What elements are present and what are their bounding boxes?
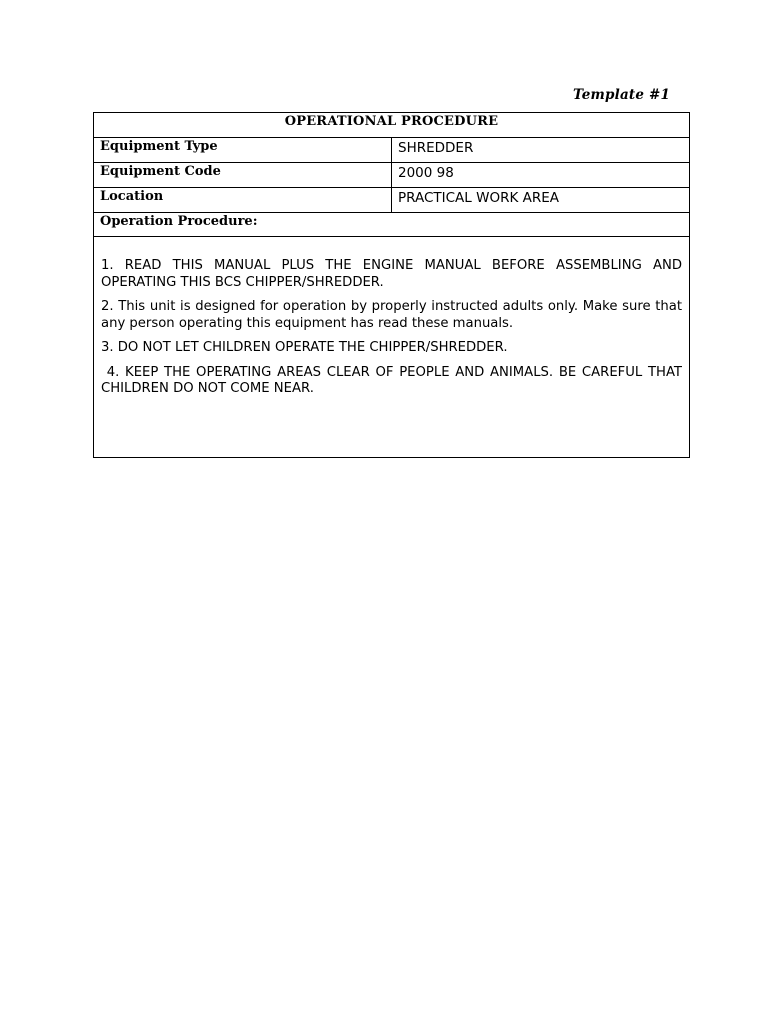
procedure-step-4: 4. KEEP THE OPERATING AREAS CLEAR OF PEOPLE AND ANIMALS. BE CAREFUL THAT CHILDREN DO NOT COME NEAR. bbox=[101, 364, 687, 396]
location-value: PRACTICAL WORK AREA bbox=[392, 188, 690, 213]
title-row bbox=[94, 113, 690, 138]
procedure-heading-row bbox=[94, 213, 690, 237]
procedure-steps bbox=[94, 237, 690, 458]
procedure-heading: Operation Procedure: bbox=[94, 213, 690, 237]
template-label: Template #1 bbox=[573, 87, 671, 103]
equipment-code-value: 2000 98 bbox=[392, 163, 690, 188]
equipment-code-label: Equipment Code bbox=[94, 163, 392, 188]
operational-procedure-table bbox=[93, 112, 690, 458]
form-title: OPERATIONAL PROCEDURE bbox=[94, 113, 690, 138]
location-row bbox=[94, 188, 690, 213]
equipment-type-value: SHREDDER bbox=[392, 138, 690, 163]
procedure-body-row bbox=[94, 237, 690, 458]
equipment-code-row bbox=[94, 163, 690, 188]
procedure-step-3: 3. DO NOT LET CHILDREN OPERATE THE CHIPPER/SHREDDER. bbox=[101, 340, 508, 355]
equipment-type-label: Equipment Type bbox=[94, 138, 392, 163]
location-label: Location bbox=[94, 188, 392, 213]
procedure-step-2: 2. This unit is designed for operation by properly instructed adults only. Make sure that any person operating this equipment has read these manuals. bbox=[101, 299, 682, 331]
procedure-step-1: 1. READ THIS MANUAL PLUS THE ENGINE MANUAL BEFORE ASSEMBLING AND OPERATING THIS BCS CHIPPER/SHREDDER. bbox=[101, 258, 682, 290]
equipment-type-row bbox=[94, 138, 690, 163]
